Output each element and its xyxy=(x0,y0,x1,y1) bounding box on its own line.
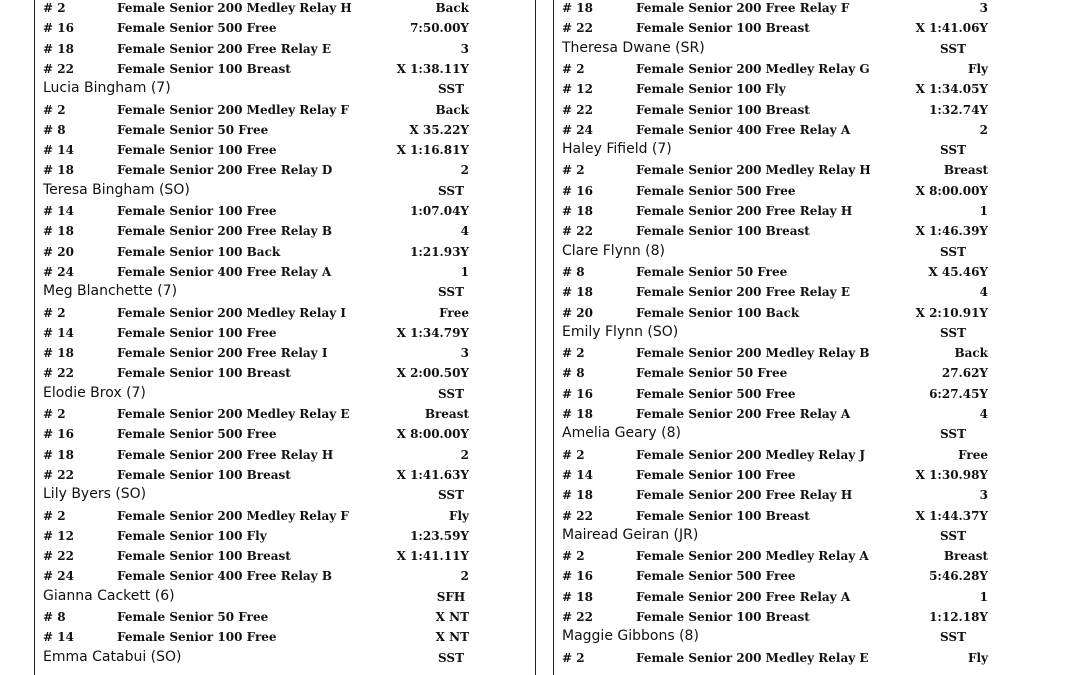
event-description: Female Senior 200 Free Relay F xyxy=(636,1,850,15)
entry-value: 3 xyxy=(979,488,988,503)
event-number: # 2 xyxy=(562,650,585,665)
event-description: Female Senior 100 Breast xyxy=(117,467,291,482)
entry-value: Breast xyxy=(424,407,469,421)
event-description: Female Senior 100 Breast xyxy=(636,508,810,523)
entry-row xyxy=(554,364,1006,384)
entry-value: Free xyxy=(439,305,469,320)
entry-row xyxy=(554,344,1006,364)
event-number: # 2 xyxy=(562,549,585,564)
event-description: Female Senior 200 Free Relay D xyxy=(117,163,333,178)
entry-value: X 1:46.39Y xyxy=(915,224,988,239)
event-number: # 2 xyxy=(562,61,585,76)
event-number: # 20 xyxy=(562,305,593,320)
swimmer-name: Meg Blanchette (7) xyxy=(43,283,178,300)
swimmer-header xyxy=(35,182,535,202)
entry-value: Fly xyxy=(967,61,988,76)
entry-value: 6:27.45Y xyxy=(929,386,988,401)
team-code: SST xyxy=(438,650,464,665)
entry-value: X NT xyxy=(435,610,469,624)
entry-row xyxy=(35,446,535,466)
entry-value: 4 xyxy=(460,224,469,239)
event-description: Female Senior 100 Free xyxy=(117,630,277,645)
event-number: # 18 xyxy=(43,163,74,178)
event-description: Female Senior 500 Free xyxy=(117,427,277,442)
event-description: Female Senior 100 Breast xyxy=(636,102,810,117)
entry-value: X 35.22Y xyxy=(409,122,469,137)
entry-value: X 1:30.98Y xyxy=(915,467,988,482)
entry-row xyxy=(35,628,535,648)
event-description: Female Senior 200 Medley Relay F xyxy=(117,102,349,117)
swimmer-header xyxy=(35,588,535,608)
event-number: # 16 xyxy=(43,427,74,442)
entry-value: 1:32.74Y xyxy=(929,102,988,117)
event-number: # 2 xyxy=(43,102,66,117)
entry-row xyxy=(35,161,535,181)
entry-value: 27.62Y xyxy=(941,366,988,381)
entry-value: X 1:44.37Y xyxy=(915,508,988,523)
entry-row xyxy=(35,263,535,283)
event-number: # 2 xyxy=(43,407,66,421)
entry-row xyxy=(554,588,1006,608)
entry-value: 1:07.04Y xyxy=(410,204,469,218)
swimmer-name: Teresa Bingham (SO) xyxy=(43,181,190,198)
event-number: # 22 xyxy=(562,21,593,36)
entry-row xyxy=(554,405,1006,425)
entry-value: 4 xyxy=(979,407,988,421)
entry-value: 2 xyxy=(460,163,469,178)
entry-value: X 1:41.06Y xyxy=(915,21,988,36)
team-code: SST xyxy=(940,427,966,442)
entry-value: Fly xyxy=(448,508,469,523)
team-code: SST xyxy=(940,143,966,158)
event-number: # 2 xyxy=(43,1,66,15)
event-description: Female Senior 50 Free xyxy=(636,366,788,381)
entry-value: X 1:38.11Y xyxy=(396,61,469,76)
entry-row xyxy=(35,507,535,527)
event-number: # 22 xyxy=(43,61,74,76)
event-number: # 2 xyxy=(43,508,66,523)
event-description: Female Senior 50 Free xyxy=(117,122,269,137)
swimmer-header xyxy=(35,385,535,405)
entry-row xyxy=(554,304,1006,324)
event-description: Female Senior 100 Free xyxy=(117,143,277,158)
entry-value: 2 xyxy=(460,569,469,584)
swimmer-header xyxy=(35,486,535,506)
swimmer-header xyxy=(554,324,1006,344)
entry-value: X 1:41.11Y xyxy=(396,549,469,564)
event-description: Female Senior 400 Free Relay A xyxy=(117,264,332,279)
swimmer-name: Emily Flynn (SO) xyxy=(562,323,679,340)
event-description: Female Senior 400 Free Relay A xyxy=(636,122,851,137)
entry-value: 2 xyxy=(460,447,469,462)
event-number: # 18 xyxy=(43,447,74,462)
entry-row xyxy=(554,385,1006,405)
event-description: Female Senior 100 Back xyxy=(117,244,281,259)
entry-row xyxy=(35,304,535,324)
swimmer-header xyxy=(554,425,1006,445)
entry-row xyxy=(554,101,1006,121)
event-number: # 8 xyxy=(562,366,585,381)
entry-row xyxy=(554,649,1006,669)
event-description: Female Senior 200 Free Relay E xyxy=(636,285,850,300)
entry-value: 5:46.28Y xyxy=(929,569,988,584)
entry-value: X 1:34.79Y xyxy=(396,325,469,340)
event-number: # 12 xyxy=(562,82,593,97)
entry-row xyxy=(35,101,535,121)
event-number: # 18 xyxy=(562,1,593,15)
entry-row xyxy=(35,141,535,161)
event-number: # 22 xyxy=(562,224,593,239)
team-code: SST xyxy=(940,528,966,543)
event-description: Female Senior 200 Medley Relay H xyxy=(636,163,871,178)
event-number: # 20 xyxy=(43,244,74,259)
swimmer-name: Lily Byers (SO) xyxy=(43,486,147,503)
team-code: SST xyxy=(940,41,966,56)
event-description: Female Senior 200 Medley Relay A xyxy=(636,549,869,564)
event-number: # 14 xyxy=(43,325,74,340)
entry-row xyxy=(554,222,1006,242)
event-description: Female Senior 200 Free Relay B xyxy=(117,224,332,239)
entry-value: Breast xyxy=(943,549,988,564)
event-number: # 2 xyxy=(562,163,585,178)
swimmer-header xyxy=(554,141,1006,161)
entry-row xyxy=(35,567,535,587)
swimmer-name: Emma Catabui (SO) xyxy=(43,648,182,665)
event-description: Female Senior 500 Free xyxy=(117,21,277,36)
event-description: Female Senior 100 Fly xyxy=(117,528,267,543)
event-description: Female Senior 200 Free Relay E xyxy=(117,41,331,56)
event-number: # 8 xyxy=(562,264,585,279)
swimmer-header xyxy=(554,628,1006,648)
entry-row xyxy=(554,182,1006,202)
event-description: Female Senior 200 Medley Relay B xyxy=(636,346,870,361)
event-number: # 14 xyxy=(562,467,593,482)
entry-value: 4 xyxy=(979,285,988,300)
swimmer-header xyxy=(35,283,535,303)
entry-value: 1:23.59Y xyxy=(410,528,469,543)
event-description: Female Senior 100 Breast xyxy=(117,61,291,76)
event-number: # 16 xyxy=(562,386,593,401)
event-number: # 22 xyxy=(43,366,74,381)
swimmer-name: Maggie Gibbons (8) xyxy=(562,628,699,645)
left-column xyxy=(34,0,536,675)
entry-row xyxy=(35,202,535,222)
entry-row xyxy=(35,425,535,445)
event-number: # 14 xyxy=(43,143,74,158)
event-description: Female Senior 100 Back xyxy=(636,305,800,320)
event-number: # 22 xyxy=(562,102,593,117)
event-description: Female Senior 200 Medley Relay F xyxy=(117,508,349,523)
team-code: SST xyxy=(940,630,966,645)
event-description: Female Senior 400 Free Relay B xyxy=(117,569,332,584)
entry-value: X 1:41.63Y xyxy=(396,467,469,482)
entry-row xyxy=(554,202,1006,222)
event-number: # 2 xyxy=(562,346,585,361)
event-description: Female Senior 100 Breast xyxy=(117,366,291,381)
event-description: Female Senior 50 Free xyxy=(636,264,788,279)
swimmer-name: Amelia Geary (8) xyxy=(562,425,681,442)
event-number: # 24 xyxy=(43,264,74,279)
event-description: Female Senior 200 Free Relay I xyxy=(117,346,328,361)
event-description: Female Senior 200 Medley Relay J xyxy=(636,447,866,462)
entry-value: Free xyxy=(958,447,988,462)
right-column xyxy=(553,0,1006,675)
entry-row xyxy=(35,527,535,547)
entry-value: 1 xyxy=(460,264,469,279)
event-number: # 16 xyxy=(43,21,74,36)
event-description: Female Senior 50 Free xyxy=(117,610,269,624)
swimmer-header xyxy=(35,80,535,100)
event-description: Female Senior 200 Medley Relay I xyxy=(117,305,347,320)
event-number: # 18 xyxy=(562,407,593,421)
event-number: # 18 xyxy=(562,285,593,300)
event-description: Female Senior 100 Free xyxy=(117,325,277,340)
swimmer-header xyxy=(554,527,1006,547)
event-number: # 24 xyxy=(43,569,74,584)
entry-value: X 2:10.91Y xyxy=(915,305,988,320)
event-description: Female Senior 100 Breast xyxy=(117,549,291,564)
event-number: # 8 xyxy=(43,610,66,624)
event-description: Female Senior 100 Free xyxy=(636,467,796,482)
entry-row xyxy=(35,364,535,384)
entry-row xyxy=(554,60,1006,80)
entry-value: 1 xyxy=(979,589,988,604)
event-description: Female Senior 100 Breast xyxy=(636,610,810,624)
team-code: SST xyxy=(438,183,464,198)
swimmer-name: Lucia Bingham (7) xyxy=(43,80,171,97)
entry-value: X 8:00.00Y xyxy=(396,427,469,442)
event-description: Female Senior 100 Breast xyxy=(636,21,810,36)
entry-row xyxy=(554,567,1006,587)
entry-row xyxy=(35,344,535,364)
event-number: # 14 xyxy=(43,204,74,218)
event-description: Female Senior 100 Free xyxy=(117,204,277,218)
entry-row xyxy=(35,121,535,141)
event-number: # 18 xyxy=(562,204,593,218)
entry-value: X NT xyxy=(435,630,469,645)
entry-row xyxy=(35,60,535,80)
entry-row xyxy=(554,19,1006,39)
swimmer-name: Theresa Dwane (SR) xyxy=(562,39,705,56)
entry-value: Back xyxy=(435,1,469,15)
entry-value: 1:21.93Y xyxy=(410,244,469,259)
event-number: # 18 xyxy=(43,41,74,56)
event-number: # 12 xyxy=(43,528,74,543)
event-number: # 22 xyxy=(43,467,74,482)
team-code: SST xyxy=(438,285,464,300)
event-description: Female Senior 200 Free Relay H xyxy=(117,447,334,462)
event-description: Female Senior 200 Free Relay H xyxy=(636,488,853,503)
event-number: # 8 xyxy=(43,122,66,137)
entry-value: Breast xyxy=(943,163,988,178)
event-description: Female Senior 200 Free Relay A xyxy=(636,407,851,421)
entry-row xyxy=(35,608,535,628)
entry-row xyxy=(554,608,1006,628)
event-description: Female Senior 200 Medley Relay G xyxy=(636,61,870,76)
event-description: Female Senior 200 Free Relay A xyxy=(636,589,851,604)
entry-value: Back xyxy=(954,346,988,361)
entry-row xyxy=(554,466,1006,486)
event-number: # 22 xyxy=(43,549,74,564)
event-number: # 18 xyxy=(562,488,593,503)
event-description: Female Senior 200 Free Relay H xyxy=(636,204,853,218)
swimmer-name: Clare Flynn (8) xyxy=(562,242,666,259)
team-code: SST xyxy=(438,386,464,401)
entry-row xyxy=(35,466,535,486)
team-code: SST xyxy=(438,488,464,503)
entry-row xyxy=(554,161,1006,181)
entry-value: 1 xyxy=(979,204,988,218)
entry-row xyxy=(554,121,1006,141)
swimmer-header xyxy=(35,649,535,669)
entry-row xyxy=(554,263,1006,283)
entry-row xyxy=(35,324,535,344)
event-description: Female Senior 500 Free xyxy=(636,386,796,401)
event-description: Female Senior 200 Medley Relay E xyxy=(636,650,869,665)
event-description: Female Senior 200 Medley Relay H xyxy=(117,1,352,15)
event-description: Female Senior 100 Breast xyxy=(636,224,810,239)
swimmer-name: Elodie Brox (7) xyxy=(43,384,146,401)
swimmer-name: Haley Fifield (7) xyxy=(562,141,672,158)
event-number: # 2 xyxy=(562,447,585,462)
entry-value: 3 xyxy=(979,1,988,15)
team-code: SST xyxy=(438,82,464,97)
event-number: # 16 xyxy=(562,183,593,198)
entry-row xyxy=(35,19,535,39)
entry-row xyxy=(35,0,535,19)
event-number: # 2 xyxy=(43,305,66,320)
entry-value: X 8:00.00Y xyxy=(915,183,988,198)
event-description: Female Senior 500 Free xyxy=(636,183,796,198)
entry-value: Fly xyxy=(967,650,988,665)
entry-value: 3 xyxy=(460,346,469,361)
event-number: # 16 xyxy=(562,569,593,584)
entry-row xyxy=(35,40,535,60)
entry-value: 7:50.00Y xyxy=(410,21,469,36)
event-number: # 14 xyxy=(43,630,74,645)
entry-row xyxy=(554,283,1006,303)
team-code: SST xyxy=(940,325,966,340)
entry-value: X 1:34.05Y xyxy=(915,82,988,97)
event-description: Female Senior 200 Medley Relay E xyxy=(117,407,350,421)
entry-row xyxy=(554,547,1006,567)
entry-row xyxy=(35,547,535,567)
team-code: SST xyxy=(940,244,966,259)
entry-row xyxy=(35,222,535,242)
entry-value: Back xyxy=(435,102,469,117)
event-number: # 24 xyxy=(562,122,593,137)
team-code: SFH xyxy=(436,589,466,604)
swimmer-header xyxy=(554,40,1006,60)
swimmer-header xyxy=(554,243,1006,263)
entry-value: X 45.46Y xyxy=(928,264,988,279)
event-number: # 22 xyxy=(562,508,593,523)
entry-value: 2 xyxy=(979,122,988,137)
entry-row xyxy=(554,446,1006,466)
event-description: Female Senior 100 Fly xyxy=(636,82,786,97)
entry-value: 3 xyxy=(460,41,469,56)
event-number: # 18 xyxy=(562,589,593,604)
entry-row xyxy=(35,405,535,425)
entry-row xyxy=(554,486,1006,506)
event-number: # 22 xyxy=(562,610,593,624)
entry-row xyxy=(554,0,1006,19)
event-number: # 18 xyxy=(43,346,74,361)
swimmer-name: Mairead Geiran (JR) xyxy=(562,526,699,543)
entry-value: X 1:16.81Y xyxy=(396,143,469,158)
entry-row xyxy=(554,507,1006,527)
entry-value: 1:12.18Y xyxy=(929,610,988,624)
entry-value: X 2:00.50Y xyxy=(396,366,469,381)
entry-row xyxy=(35,243,535,263)
swimmer-name: Gianna Cackett (6) xyxy=(43,587,175,604)
event-description: Female Senior 500 Free xyxy=(636,569,796,584)
event-number: # 18 xyxy=(43,224,74,239)
entry-row xyxy=(554,80,1006,100)
